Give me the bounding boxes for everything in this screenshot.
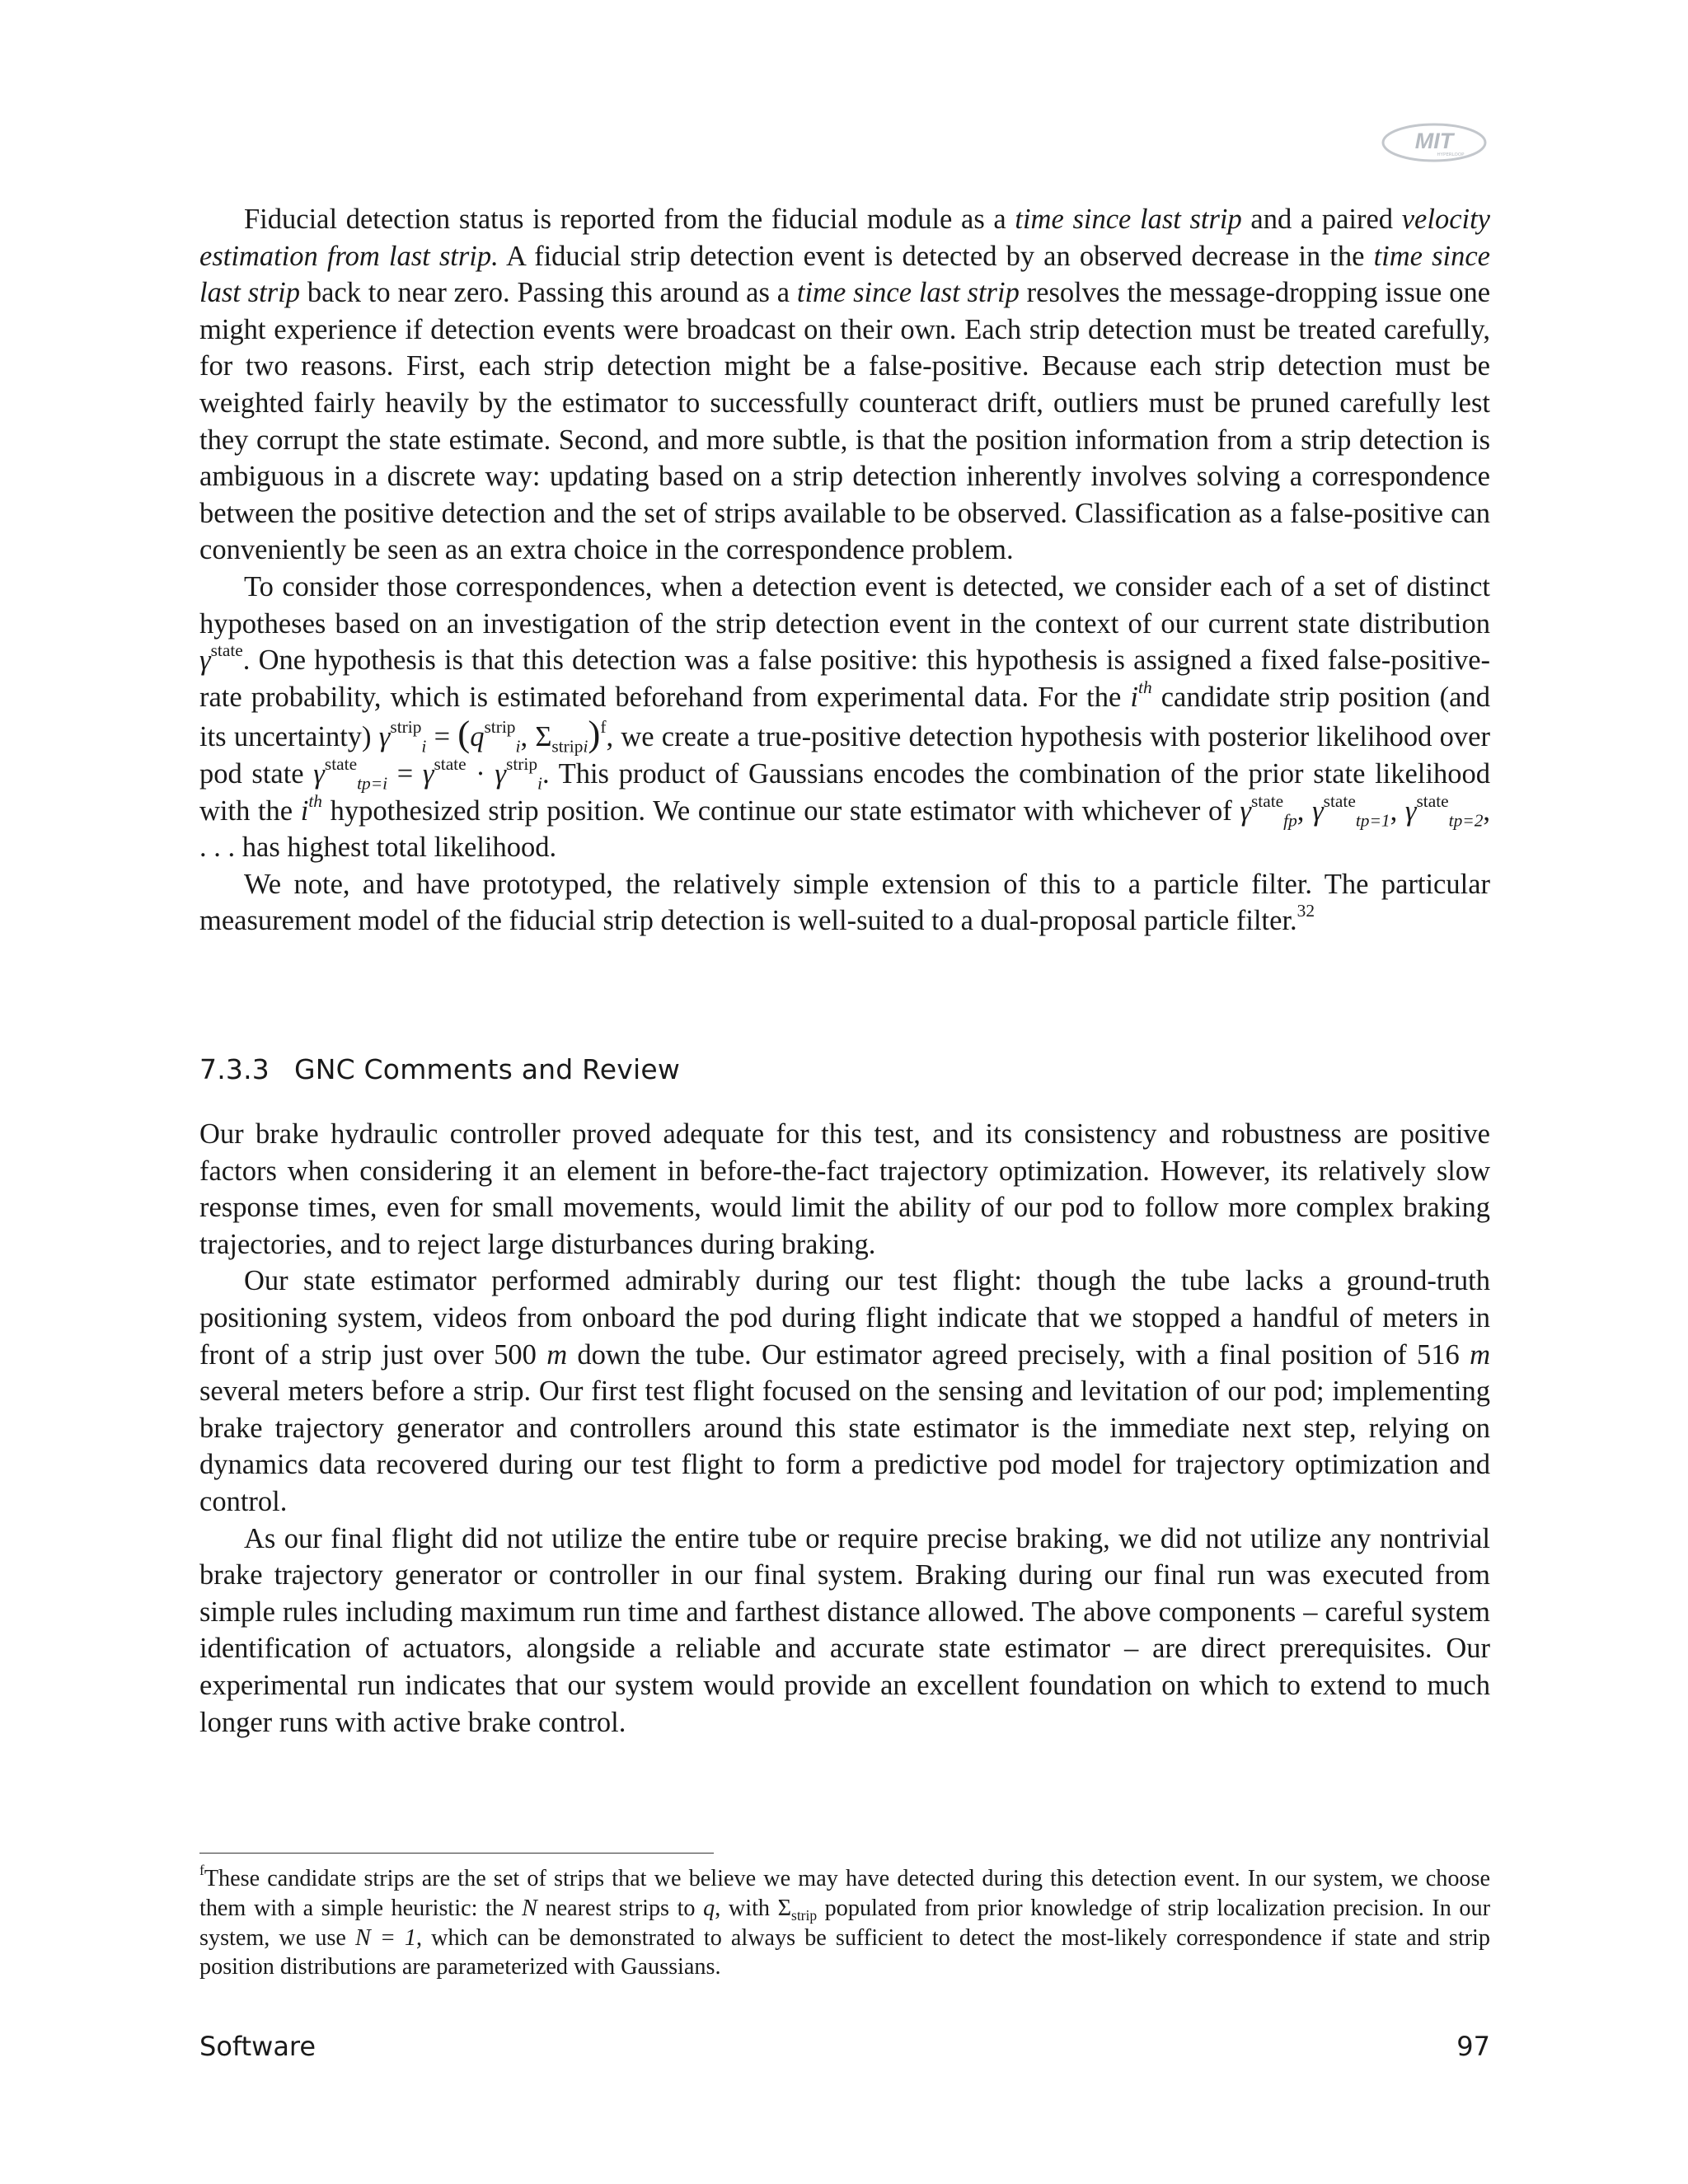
section-gnc-body [199,1116,1490,1741]
paragraph-final-flight: As our final flight did not utilize the entire tube or require precise braking, we did not utilize any nontrivial brake trajectory generator or controller in our final system. Braking during our final run was executed from simple rules including maximum run time and farthest distance allowed. The above components – careful system identification of actuators, alongside a reliable and accurate state estimator – are direct prerequisites. Our experimental run indicates that our system would provide an excellent foundation on which to extend to much longer runs with active brake control. [199,1522,1490,1738]
logo-subtext: HYPERLOOP [1437,152,1465,157]
footnote-mark: f [199,1861,204,1878]
footer-section-name: Software [199,2031,316,2062]
paragraph-state-estimator: Our state estimator performed admirably during our test flight: though the tube lacks a ground-truth positioning system, videos from onboard the pod during flight indicate that we stopped a handful of meters in front of a strip just over 500 m down the tube. Our estimator agreed precisely, with a final position of 516 m several meters before a strip. Our first test flight focused on the sensing and levitation of our pod; implementing brake trajectory generator and controllers around this state estimator is the immediate next step, relying on dynamics data recovered during our test flight to form a predictive pod model for trajectory optimization and control. [199,1265,1490,1517]
section-number: 7.3.3 [199,1053,270,1085]
paragraph-brake-controller: Our brake hydraulic controller proved adequate for this test, and its consistency and robustness are positive factors when considering it an element in before-the-fact trajectory optimization. However, its relatively slow response times, even for small movements, would limit the ability of our pod to follow more complex braking trajectories, and to reject large disturbances during braking. [199,1118,1490,1260]
section-fiducial-body [199,201,1490,940]
paragraph-correspondences: To consider those correspondences, when a detection event is detected, we consider each of a set of distinct hypotheses based on an investigation of the strip detection event in the context of our current state distribution $\gamma^{state}$. One hypothesis is that this detection was a false positive: this hypothesis is assigned a fixed false-positive-rate probability, which is estimated beforehand from experimental data. For the $i^{th}$ candidate strip position (and its uncertainty) $\gamma^{strip}_i = (q^{strip}_i$, $\Sigma_{stripi})^f$, we create a true-positive detection hypothesis with posterior likelihood over pod state $\gamma^{state}_{tp=i} = \gamma^{state} \cdot \gamma^{strip}_i$. This product of Gaussians encodes the combination of the prior state likelihood with the $i^{th}$ hypothesized strip position. We continue our state estimator with whichever of $\gamma^{state}_{fp}$, $\gamma^{state}_{tp=1}$, $\gamma^{state}_{tp=2}$, . . . has highest total likelihood. [199,570,1491,864]
footnote-marker: f [600,717,607,738]
page-number: 97 [1456,2031,1490,2062]
section-heading [199,1053,680,1085]
paragraph-particle-filter: We note, and have prototyped, the relatively simple extension of this to a particle filter. The particular measurement model of the fiducial strip detection is well-suited to a dual-proposal particle filter.$^{32}$ [199,868,1490,937]
section-title: GNC Comments and Review [293,1053,681,1085]
mit-hyperloop-logo [1381,122,1487,163]
footnote: $^f$These candidate strips are the set of strips that we believe we may have detected during this detection event. In our system, we choose them with a simple heuristic: the N nearest strips to q, with $\Sigma_{strip}$ populated from prior knowledge of strip localization precision. In our system, we use N = 1, which can be demonstrated to always be sufficient to detect the most-likely correspondence if state and strip position distributions are parameterized with Gaussians. [199,1861,1491,1980]
footnote-divider [199,1853,714,1854]
paragraph-fiducial-status: Fiducial detection status is reported from the fiducial module as a time since last strip and a paired velocity estimation from last strip. A fiducial strip detection event is detected by an observed decrease in the time since last strip back to near zero. Passing this around as a time since last strip resolves the message-dropping issue one might experience if detection events were broadcast on their own. Each strip detection must be treated carefully, for two reasons. First, each strip detection might be a false-positive. Because each strip detection must be weighted fairly heavily by the estimator to successfully counteract drift, outliers must be pruned carefully lest they corrupt the state estimate. Second, and more subtle, is that the position information from a strip detection is ambiguous in a discrete way: updating based on a strip detection inherently involves solving a correspondence between the positive detection and the set of strips available to be observed. Classification as a false-positive can conveniently be seen as an extra choice in the correspondence problem. [199,204,1491,566]
logo-text: MIT [1414,129,1454,153]
citation-marker: 32 [1296,901,1315,921]
